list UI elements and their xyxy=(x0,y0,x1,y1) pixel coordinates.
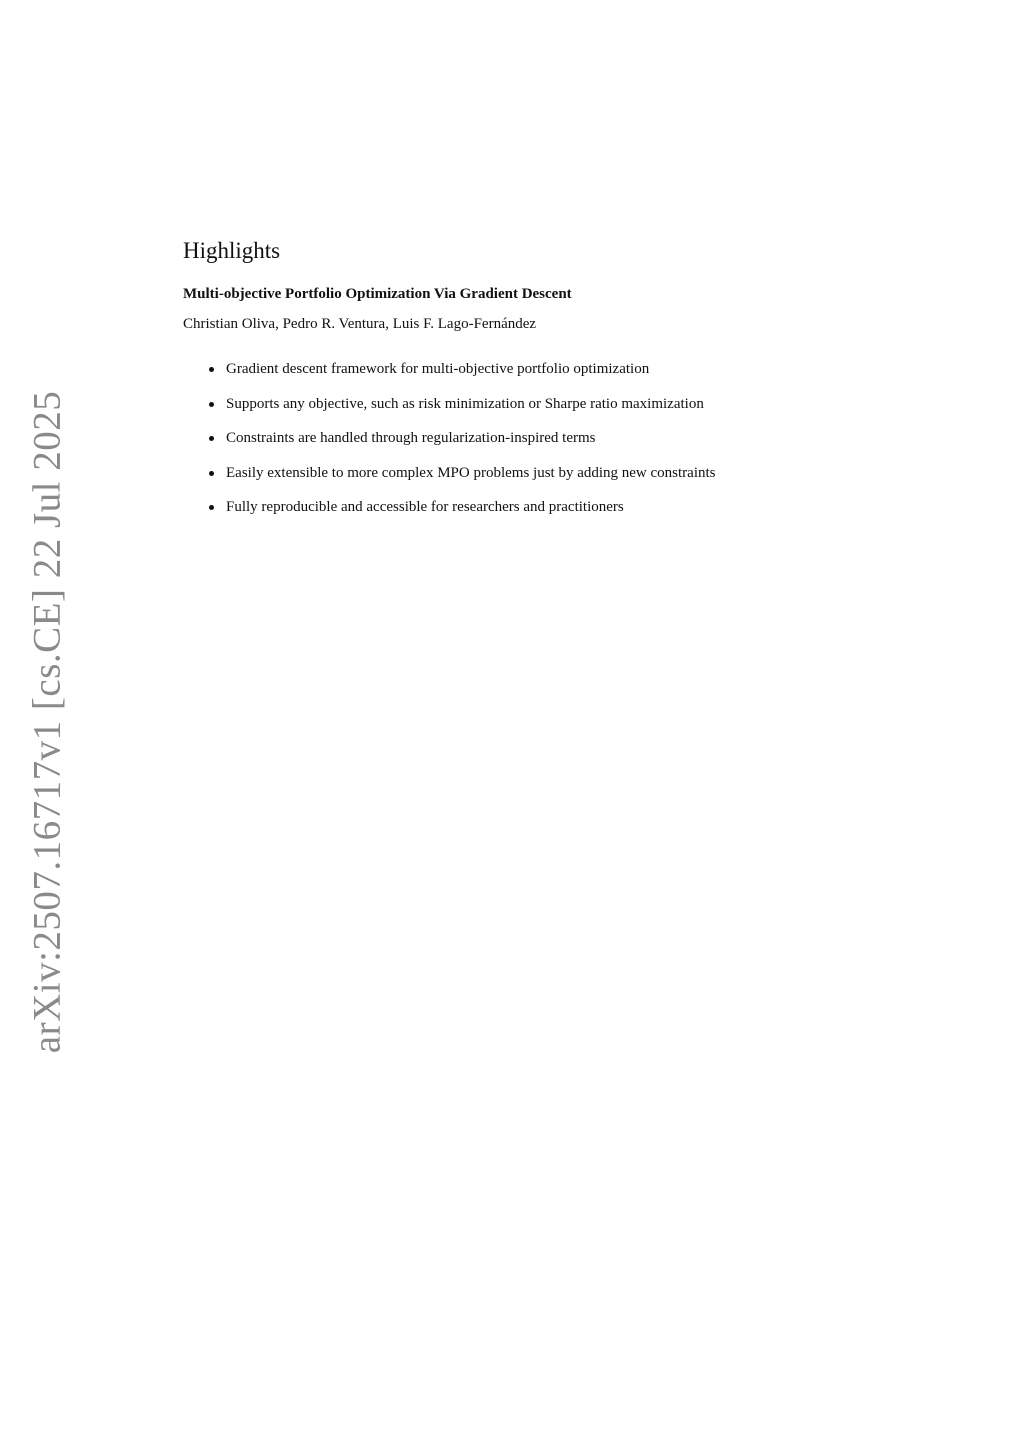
highlight-text: Fully reproducible and accessible for researchers and practitioners xyxy=(226,499,624,515)
highlights-section xyxy=(183,236,883,532)
list-item xyxy=(209,359,883,379)
list-item xyxy=(209,428,883,448)
highlight-text: Constraints are handled through regularization-inspired terms xyxy=(226,430,596,446)
highlight-text: Supports any objective, such as risk minimization or Sharpe ratio maximization xyxy=(226,395,704,412)
highlight-text: Easily extensible to more complex MPO problems just by adding new constraints xyxy=(226,464,716,481)
bullet-icon xyxy=(209,471,214,476)
bullet-icon xyxy=(209,402,214,407)
author-list: Christian Oliva, Pedro R. Ventura, Luis F. Lago-Fernández xyxy=(183,316,537,332)
paper-title: Multi-objective Portfolio Optimization Via Gradient Descent xyxy=(183,286,572,302)
arxiv-identifier: arXiv:2507.16717v1 [cs.CE] 22 Jul 2025 xyxy=(25,390,69,1054)
list-item xyxy=(209,497,883,517)
section-heading: Highlights xyxy=(183,238,281,263)
highlights-list xyxy=(183,359,883,517)
list-item xyxy=(209,463,883,483)
bullet-icon xyxy=(209,505,214,510)
bullet-icon xyxy=(209,367,214,372)
bullet-icon xyxy=(209,436,214,441)
highlight-text: Gradient descent framework for multi-objective portfolio optimization xyxy=(226,361,650,377)
list-item xyxy=(209,394,883,414)
